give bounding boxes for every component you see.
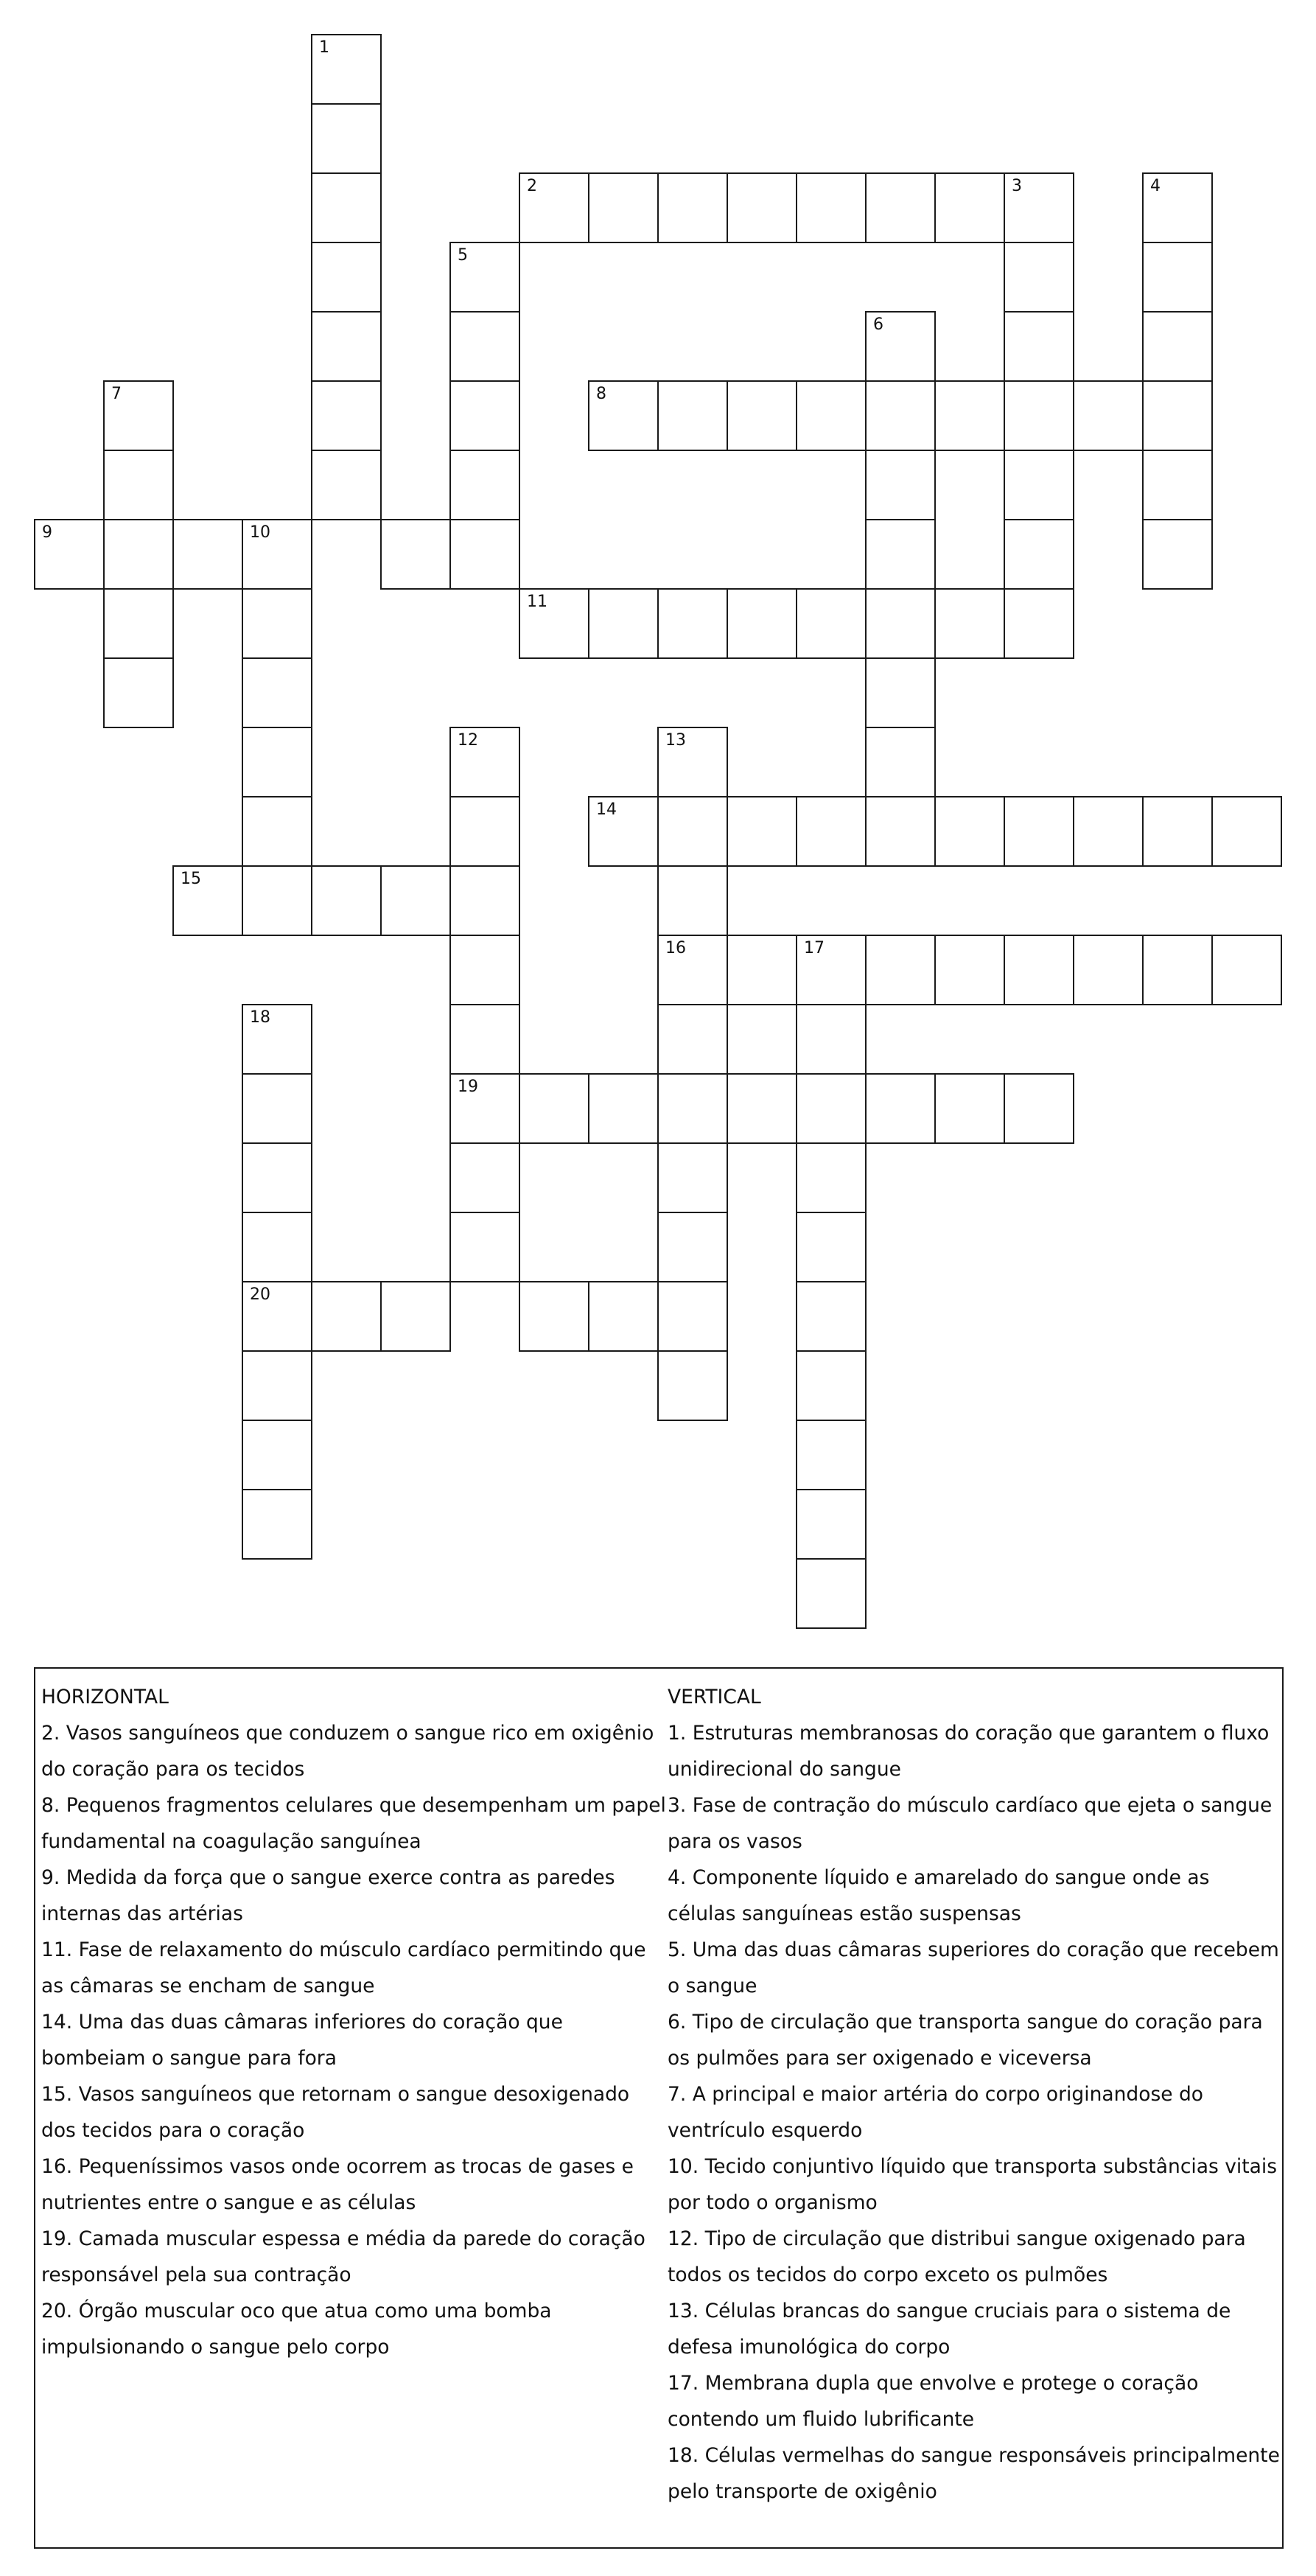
crossword-cell[interactable] <box>172 865 243 936</box>
vertical-clue: 1. Estruturas membranosas do coração que garantem o fluxo unidirecional do sangue <box>668 1722 1270 1781</box>
crossword-cell[interactable] <box>796 380 867 451</box>
crossword-cell[interactable] <box>242 1350 312 1421</box>
horizontal-clue: 14. Uma das duas câmaras inferiores do coração que bombeiam o sangue para fora <box>41 2011 563 2070</box>
crossword-cell[interactable] <box>103 657 174 728</box>
vertical-clue: 13. Células brancas do sangue cruciais para o sistema de defesa imunológica do corpo <box>668 2300 1231 2359</box>
horizontal-heading: HORIZONTAL <box>41 1686 169 1708</box>
crossword-cell[interactable] <box>242 1142 312 1213</box>
clue-number: 4 <box>1150 177 1161 195</box>
crossword-cell[interactable] <box>588 796 659 867</box>
crossword-cell[interactable] <box>796 1558 867 1629</box>
crossword-cell[interactable] <box>657 1281 728 1352</box>
crossword-cell[interactable] <box>1004 380 1074 451</box>
clue-number: 11 <box>527 593 547 611</box>
crossword-cell[interactable] <box>449 1004 520 1075</box>
clue-number: 2 <box>527 177 537 195</box>
crossword-cell[interactable] <box>103 588 174 659</box>
horizontal-clue: 15. Vasos sanguíneos que retornam o sangue desoxigenado dos tecidos para o coração <box>41 2083 630 2142</box>
crossword-cell[interactable] <box>657 1212 728 1282</box>
clue-number: 9 <box>42 523 52 542</box>
crossword-cell[interactable] <box>449 935 520 1005</box>
crossword-cell[interactable] <box>727 796 797 867</box>
clue-number: 18 <box>250 1008 270 1027</box>
crossword-cell[interactable] <box>449 865 520 936</box>
crossword-cell[interactable] <box>865 519 936 590</box>
vertical-clue: 10. Tecido conjuntivo líquido que transporta substâncias vitais por todo o organismo <box>668 2155 1278 2214</box>
crossword-cell[interactable] <box>449 796 520 867</box>
crossword-cell[interactable] <box>449 450 520 520</box>
clue-number: 15 <box>181 870 201 888</box>
horizontal-clue: 9. Medida da força que o sangue exerce contra as paredes internas das artérias <box>41 1866 615 1925</box>
clue-number: 14 <box>596 800 617 819</box>
vertical-clue: 5. Uma das duas câmaras superiores do coração que recebem o sangue <box>668 1938 1279 1997</box>
crossword-cell[interactable] <box>588 588 659 659</box>
horizontal-clue: 20. Órgão muscular oco que atua como uma bomba impulsionando o sangue pelo corpo <box>41 2300 552 2359</box>
crossword-cell[interactable] <box>796 1142 867 1213</box>
crossword-cell[interactable] <box>796 796 867 867</box>
crossword-cell[interactable] <box>1142 172 1213 243</box>
crossword-cell[interactable] <box>588 172 659 243</box>
crossword-cell[interactable] <box>934 1073 1005 1144</box>
crossword-cell[interactable] <box>1142 311 1213 382</box>
vertical-clue: 12. Tipo de circulação que distribui sangue oxigenado para todos os tecidos do corpo exceto os pulmões <box>668 2227 1246 2286</box>
horizontal-clue: 11. Fase de relaxamento do músculo cardíaco permitindo que as câmaras se encham de sangue <box>41 1938 646 1997</box>
crossword-cell[interactable] <box>311 450 382 520</box>
clue-number: 3 <box>1012 177 1022 195</box>
horizontal-clue: 8. Pequenos fragmentos celulares que desempenham um papel fundamental na coagulação sanguínea <box>41 1794 666 1853</box>
crossword-cell[interactable] <box>796 1212 867 1282</box>
crossword-cell[interactable] <box>311 380 382 451</box>
crossword-cell[interactable] <box>242 1073 312 1144</box>
vertical-clue: 3. Fase de contração do músculo cardíaco que ejeta o sangue para os vasos <box>668 1794 1273 1853</box>
crossword-cell[interactable] <box>242 519 312 590</box>
crossword-cell[interactable] <box>1142 450 1213 520</box>
crossword-cell[interactable] <box>311 1281 382 1352</box>
horizontal-clue: 2. Vasos sanguíneos que conduzem o sangue rico em oxigênio do coração para os tecidos <box>41 1722 654 1781</box>
crossword-cell[interactable] <box>34 519 105 590</box>
crossword-cell[interactable] <box>588 1281 659 1352</box>
crossword-cell[interactable] <box>657 1004 728 1075</box>
clue-number: 6 <box>873 315 883 334</box>
crossword-cell[interactable] <box>242 1212 312 1282</box>
crossword-cell[interactable] <box>449 311 520 382</box>
crossword-cell[interactable] <box>1004 519 1074 590</box>
crossword-cell[interactable] <box>519 1073 589 1144</box>
clue-number: 1 <box>319 38 329 57</box>
crossword-cell[interactable] <box>934 935 1005 1005</box>
crossword-cell[interactable] <box>1142 935 1213 1005</box>
crossword-cell[interactable] <box>449 727 520 797</box>
clue-number: 20 <box>250 1285 270 1304</box>
crossword-cell[interactable] <box>796 1073 867 1144</box>
crossword-cell[interactable] <box>1142 519 1213 590</box>
crossword-cell[interactable] <box>657 1142 728 1213</box>
crossword-cell[interactable] <box>865 657 936 728</box>
crossword-cell[interactable] <box>311 172 382 243</box>
crossword-cell[interactable] <box>449 1142 520 1213</box>
crossword-cell[interactable] <box>242 1489 312 1560</box>
horizontal-clues <box>41 1679 668 2365</box>
crossword-cell[interactable] <box>1004 311 1074 382</box>
crossword-cell[interactable] <box>657 796 728 867</box>
crossword-cell[interactable] <box>172 519 243 590</box>
crossword-cell[interactable] <box>1142 380 1213 451</box>
crossword-cell[interactable] <box>727 1073 797 1144</box>
crossword-cell[interactable] <box>934 172 1005 243</box>
crossword-cell[interactable] <box>311 103 382 174</box>
crossword-cell[interactable] <box>242 1281 312 1352</box>
crossword-cell[interactable] <box>657 727 728 797</box>
crossword-cell[interactable] <box>865 1073 936 1144</box>
crossword-cell[interactable] <box>311 34 382 105</box>
crossword-cell[interactable] <box>796 1350 867 1421</box>
crossword-cell[interactable] <box>934 380 1005 451</box>
crossword-cell[interactable] <box>242 727 312 797</box>
crossword-cell[interactable] <box>588 380 659 451</box>
clue-number: 12 <box>458 731 478 750</box>
crossword-cell[interactable] <box>865 450 936 520</box>
crossword-cell[interactable] <box>242 588 312 659</box>
crossword-cell[interactable] <box>1004 242 1074 313</box>
crossword-cell[interactable] <box>657 172 728 243</box>
crossword-cell[interactable] <box>449 519 520 590</box>
vertical-clue: 18. Células vermelhas do sangue responsáveis principalmente pelo transporte de oxigênio <box>668 2444 1280 2503</box>
vertical-clue: 4. Componente líquido e amarelado do sangue onde as células sanguíneas estão suspensas <box>668 1866 1210 1925</box>
crossword-cell[interactable] <box>311 865 382 936</box>
crossword-cell[interactable] <box>1004 796 1074 867</box>
crossword-cell[interactable] <box>242 1420 312 1490</box>
crossword-cell[interactable] <box>1073 796 1144 867</box>
crossword-cell[interactable] <box>103 450 174 520</box>
clue-number: 17 <box>804 939 825 957</box>
crossword-cell[interactable] <box>1004 172 1074 243</box>
crossword-cell[interactable] <box>1211 935 1282 1005</box>
crossword-cell[interactable] <box>380 865 451 936</box>
crossword-cell[interactable] <box>103 380 174 451</box>
horizontal-clue: 19. Camada muscular espessa e média da parede do coração responsável pela sua contração <box>41 2227 645 2286</box>
crossword-cell[interactable] <box>865 935 936 1005</box>
clue-number: 10 <box>250 523 270 542</box>
crossword-cell[interactable] <box>796 172 867 243</box>
crossword-cell[interactable] <box>380 1281 451 1352</box>
crossword-cell[interactable] <box>1073 380 1144 451</box>
crossword-cell[interactable] <box>727 380 797 451</box>
crossword-cell[interactable] <box>865 380 936 451</box>
crossword-cell[interactable] <box>103 519 174 590</box>
crossword-cell[interactable] <box>449 1212 520 1282</box>
clues-panel <box>34 1667 1284 2549</box>
clue-number: 7 <box>111 385 122 403</box>
crossword-cell[interactable] <box>796 935 867 1005</box>
crossword-cell[interactable] <box>727 588 797 659</box>
crossword-cell[interactable] <box>796 1281 867 1352</box>
vertical-clue: 17. Membrana dupla que envolve e protege o coração contendo um fluido lubrificante <box>668 2372 1199 2431</box>
vertical-heading: VERTICAL <box>668 1686 761 1708</box>
crossword-cell[interactable] <box>865 311 936 382</box>
crossword-cell[interactable] <box>934 588 1005 659</box>
crossword-cell[interactable] <box>1004 1073 1074 1144</box>
crossword-cell[interactable] <box>657 935 728 1005</box>
crossword-cell[interactable] <box>865 796 936 867</box>
vertical-clues <box>668 1679 1284 2510</box>
crossword-cell[interactable] <box>242 1004 312 1075</box>
crossword-cell[interactable] <box>1142 242 1213 313</box>
crossword-cell[interactable] <box>657 380 728 451</box>
crossword-cell[interactable] <box>449 1073 520 1144</box>
crossword-cell[interactable] <box>519 172 589 243</box>
crossword-cell[interactable] <box>865 588 936 659</box>
crossword-cell[interactable] <box>1211 796 1282 867</box>
crossword-cell[interactable] <box>449 242 520 313</box>
crossword-cell[interactable] <box>796 1489 867 1560</box>
crossword-cell[interactable] <box>727 172 797 243</box>
clue-number: 19 <box>458 1078 478 1096</box>
crossword-cell[interactable] <box>311 311 382 382</box>
horizontal-clue: 16. Pequeníssimos vasos onde ocorrem as trocas de gases e nutrientes entre o sangue e as células <box>41 2155 634 2214</box>
vertical-clue: 6. Tipo de circulação que transporta sangue do coração para os pulmões para ser oxigenado e viceversa <box>668 2011 1263 2070</box>
crossword-cell[interactable] <box>657 1350 728 1421</box>
crossword-cell[interactable] <box>519 588 589 659</box>
clue-number: 5 <box>458 246 468 265</box>
crossword-cell[interactable] <box>1142 796 1213 867</box>
clue-number: 13 <box>665 731 686 750</box>
crossword-cell[interactable] <box>796 588 867 659</box>
crossword-cell[interactable] <box>1004 450 1074 520</box>
crossword-cell[interactable] <box>242 865 312 936</box>
crossword-cell[interactable] <box>657 865 728 936</box>
vertical-clue: 7. A principal e maior artéria do corpo originandose do ventrículo esquerdo <box>668 2083 1204 2142</box>
crossword-cell[interactable] <box>242 657 312 728</box>
crossword-cell[interactable] <box>934 796 1005 867</box>
clue-number: 16 <box>665 939 686 957</box>
crossword-cell[interactable] <box>519 1281 589 1352</box>
crossword-cell[interactable] <box>796 1420 867 1490</box>
crossword-cell[interactable] <box>657 588 728 659</box>
crossword-cell[interactable] <box>796 1004 867 1075</box>
crossword-cell[interactable] <box>657 1073 728 1144</box>
crossword-cell[interactable] <box>1004 588 1074 659</box>
crossword-cell[interactable] <box>242 796 312 867</box>
crossword-cell[interactable] <box>727 935 797 1005</box>
crossword-cell[interactable] <box>865 172 936 243</box>
crossword-cell[interactable] <box>1004 935 1074 1005</box>
crossword-cell[interactable] <box>1073 935 1144 1005</box>
crossword-cell[interactable] <box>380 519 451 590</box>
crossword-cell[interactable] <box>588 1073 659 1144</box>
crossword-cell[interactable] <box>865 727 936 797</box>
crossword-cell[interactable] <box>311 242 382 313</box>
clue-number: 8 <box>596 385 606 403</box>
crossword-cell[interactable] <box>449 380 520 451</box>
